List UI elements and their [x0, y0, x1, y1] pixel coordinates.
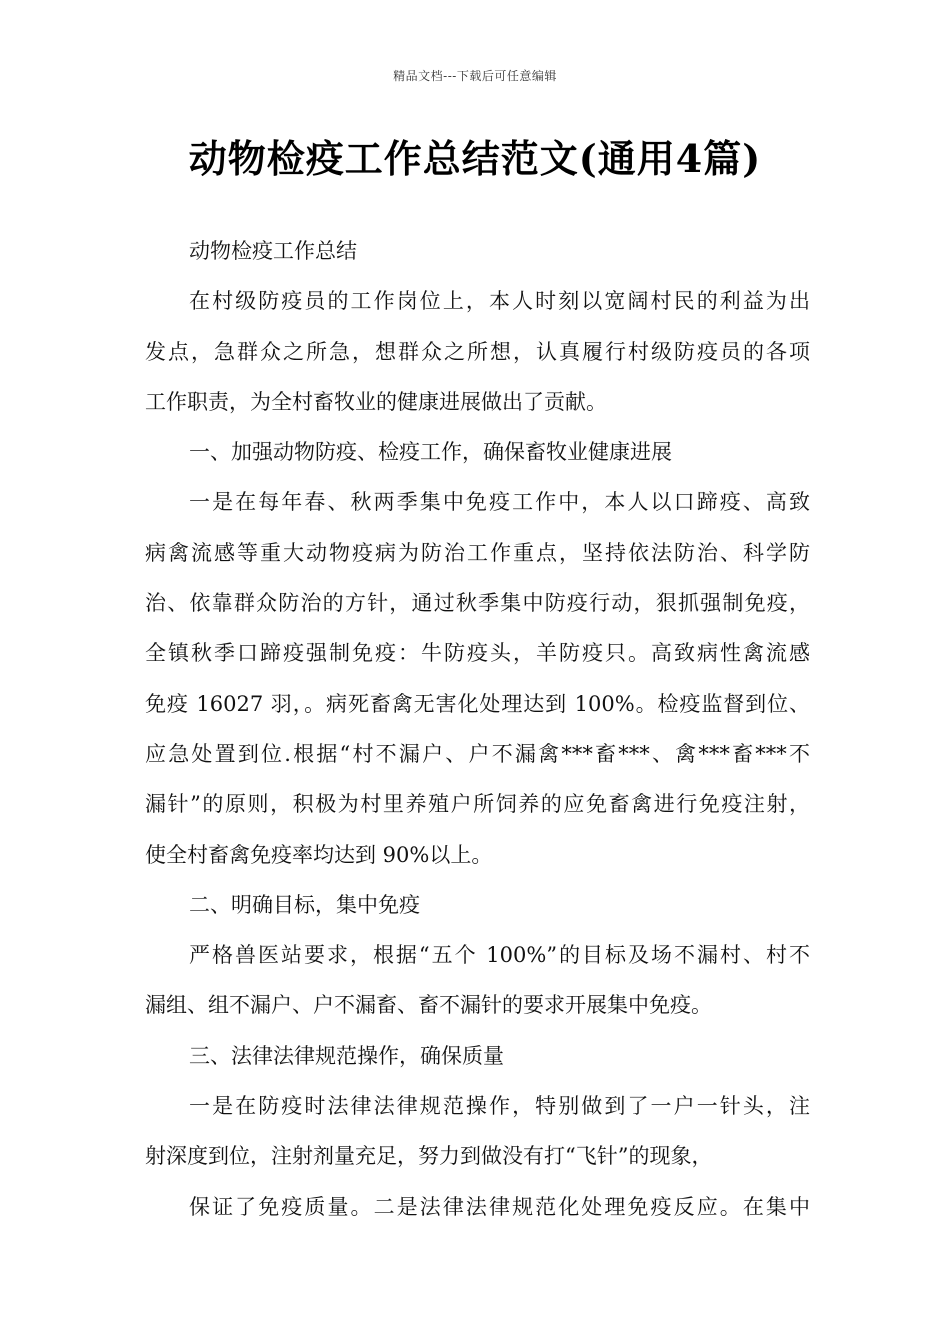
document-title: 动物检疫工作总结范文(通用4篇) — [188, 136, 762, 181]
body-line: 免疫 16027 羽，。病死畜禽无害化处理达到 100%。检疫监督到位、 — [145, 691, 810, 716]
body-line: 在村级防疫员的工作岗位上，本人时刻以宽阔村民的利益为出 — [189, 289, 810, 314]
header-note: 精品文档---下载后可任意编辑 — [393, 69, 557, 83]
body-line: 病禽流感等重大动物疫病为防治工作重点，坚持依法防治、科学防 — [145, 540, 810, 565]
body-line: 使全村畜禽免疫率均达到 90%以上。 — [145, 842, 493, 867]
body-line: 工作职责，为全村畜牧业的健康进展做出了贡献。 — [145, 389, 607, 414]
body-line: 治、依靠群众防治的方针，通过秋季集中防疫行动，狠抓强制免疫， — [145, 591, 810, 616]
body-line: 保证了免疫质量。二是法律法律规范化处理免疫反应。在集中 — [189, 1194, 810, 1219]
body-line: 三、法律法律规范操作，确保质量 — [189, 1043, 504, 1068]
body-line: 一是在防疫时法律法律规范操作，特别做到了一户一针头，注 — [189, 1094, 810, 1119]
body-line: 二、明确目标，集中免疫 — [189, 892, 420, 917]
body-line: 严格兽医站要求，根据“五个 100%”的目标及场不漏村、村不 — [189, 943, 810, 968]
body-line: 动物检疫工作总结 — [189, 239, 357, 263]
body-line: 漏组、组不漏户、户不漏畜、畜不漏针的要求开展集中免疫。 — [145, 993, 712, 1018]
body-line: 漏针”的原则，积极为村里养殖户所饲养的应免畜禽进行免疫注射， — [145, 792, 810, 817]
body-line: 全镇秋季口蹄疫强制免疫：牛防疫头，羊防疫只。高致病性禽流感 — [145, 641, 810, 666]
body-line: 一是在每年春、秋两季集中免疫工作中，本人以口蹄疫、高致 — [189, 490, 810, 515]
body-line: 发点，急群众之所急，想群众之所想，认真履行村级防疫员的各项 — [145, 339, 810, 364]
body-line: 射深度到位，注射剂量充足，努力到做没有打“飞针”的现象， — [145, 1144, 713, 1169]
body-line: 应急处置到位.根据“村不漏户、户不漏禽***畜***、禽***畜***不 — [145, 741, 810, 766]
document-body — [145, 233, 810, 1239]
body-line: 一、加强动物防疫、检疫工作，确保畜牧业健康进展 — [189, 440, 672, 465]
